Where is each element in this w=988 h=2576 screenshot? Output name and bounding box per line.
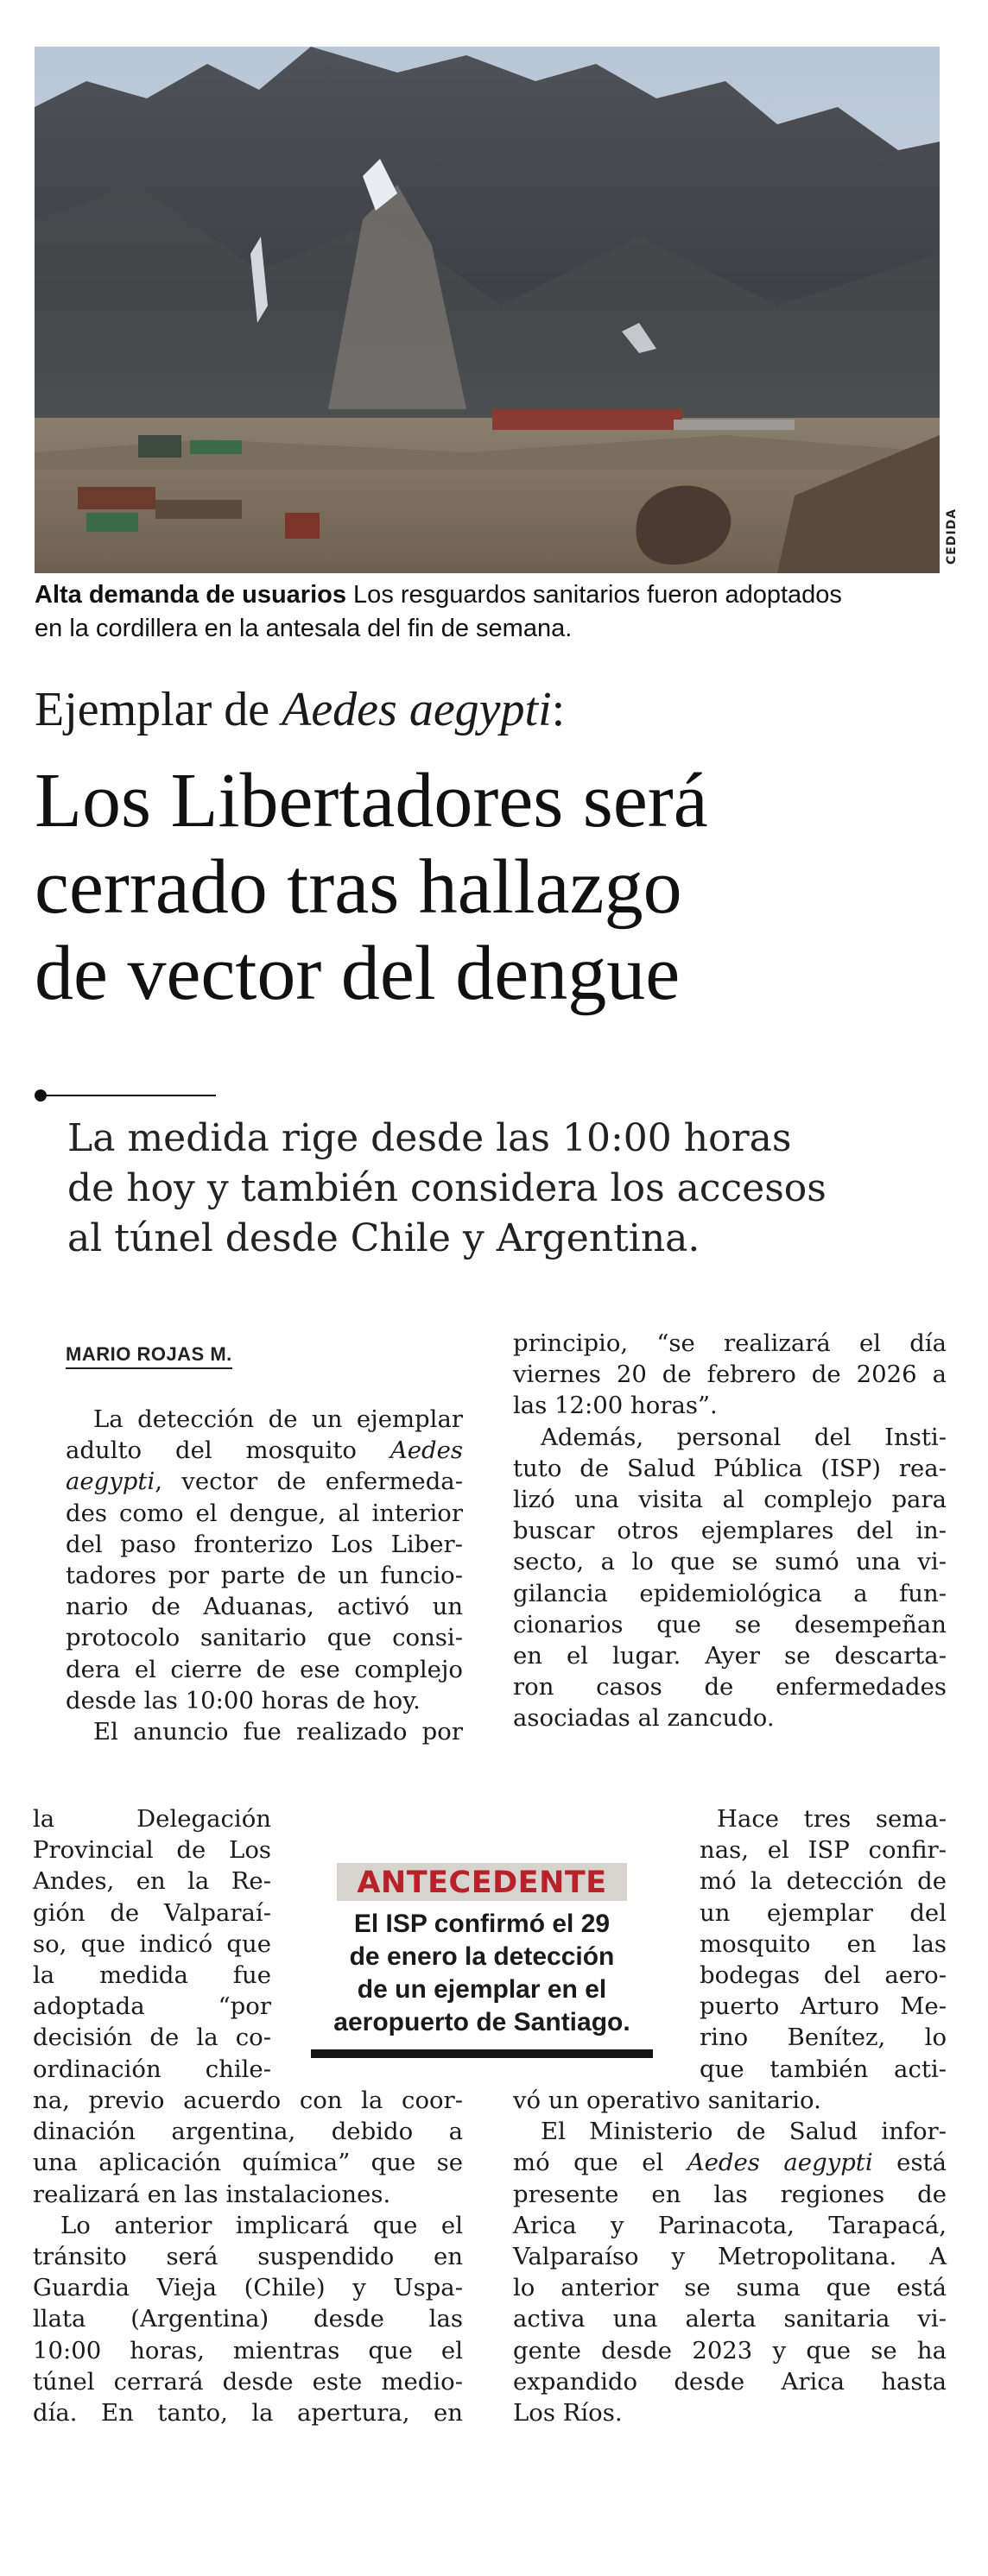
antecedente-underline	[311, 2049, 653, 2058]
photo-credit: CEDIDA	[945, 508, 959, 565]
article-column-2-bottom: vó un operativo sanitario. El Ministerio de Salud infor- mó que el Aedes aegypti está presente en las regiones de Arica y Parinacota, Tarapacá, Valparaíso y Metropolitana. A lo anterior se suma que está activa una alerta sanitaria vi- gente desde 2023 y que se ha expandido desde Arica hasta Los Ríos.	[513, 2087, 947, 2428]
article-column-2-narrow: Hace tres sema- nas, el ISP confir- mó la detección de un ejemplar del mosquito en las bodegas del aero- puerto Arturo Me- rino Benítez, lo que también acti-	[700, 1805, 947, 2083]
kicker: Ejemplar de Aedes aegypti:	[35, 683, 566, 736]
antecedente-text: El ISP confirmó el 29 de enero la detección de un ejemplar en el aeropuerto de Santiago.	[333, 1910, 630, 2036]
mountain-illustration	[35, 47, 940, 573]
antecedente-box	[311, 1858, 653, 2082]
article-column-1: La detección de un ejemplar adulto del mosquito Aedes aegypti, vector de enfermeda- des como el dengue, al interior del paso fronterizo Los Liber- tadores por parte de un funcio- nario de Aduanas, activó un protocolo sanitario que consi- dera el cierre de ese complejo desde las 10:00 horas de hoy. El anuncio fue realizado por	[66, 1405, 463, 1746]
divider-line	[43, 1095, 216, 1096]
article-column-1-bottom: na, previo acuerdo con la coor- dinación argentina, debido a una aplicación química” que se realizará en las instalaciones. Lo anterior implicará que el tránsito será suspendido en Guardia Vieja (Chile) y Uspa- llata (Argentina) desde las 10:00 horas, mientras que el túnel cerrará desde este medio- día. En tanto, la apertura, en	[33, 2087, 463, 2428]
byline: MARIO ROJAS M.	[66, 1343, 232, 1369]
deck: La medida rige desde las 10:00 horas de hoy y también considera los accesos al túnel desde Chile y Argentina.	[67, 1116, 826, 1260]
headline: Los Libertadores será cerrado tras hallazgo de vector del dengue	[35, 758, 708, 1016]
photo-caption: Alta demanda de usuarios Los resguardos sanitarios fueron adoptados en la cordillera en la antesala del fin de semana.	[35, 581, 842, 642]
mountain-photo	[35, 47, 940, 573]
article-column-2: principio, “se realizará el día viernes 20 de febrero de 2026 a las 12:00 horas”. Además, personal del Insti- tuto de Salud Pública (ISP) rea- lizó una visita al complejo para buscar otros ejemplares del in- secto, a lo que se sumó una vi- gilancia epidemiológica a fun- cionarios que se desempeñan en el lugar. Ayer se descarta- ron casos de enfermedades asociadas al zancudo.	[513, 1329, 947, 1733]
article-column-1-narrow: la Delegación Provincial de Los Andes, en la Re- gión de Valparaí- so, que indicó que la medida fue adoptada “por decisión de la co- ordinación chile-	[33, 1805, 271, 2083]
caption-bold: Alta demanda de usuarios	[35, 581, 346, 609]
antecedente-label: ANTECEDENTE	[337, 1863, 627, 1901]
